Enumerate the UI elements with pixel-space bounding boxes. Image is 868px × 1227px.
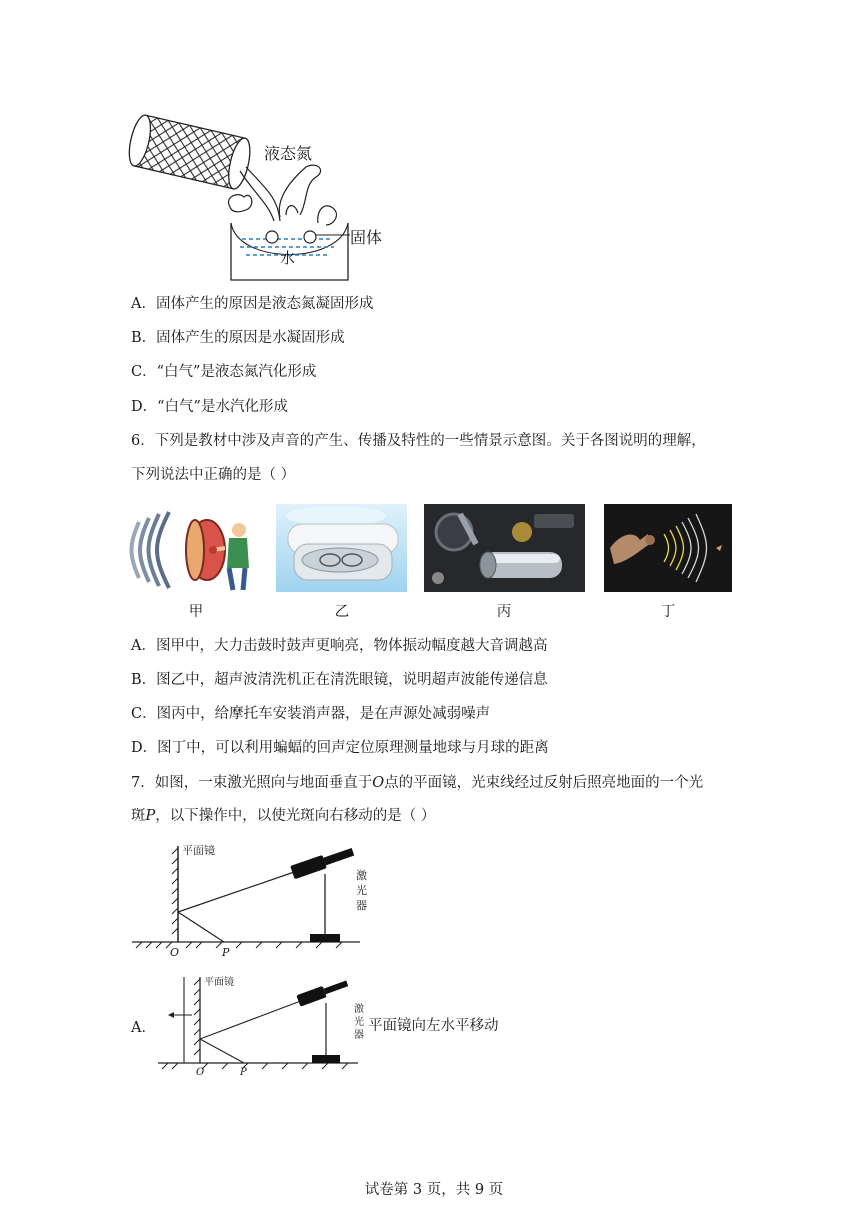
q6-option-d: D．图丁中，可以利用蝙蝠的回声定位原理测量地球与月球的距离 (131, 740, 549, 756)
q7-option-a-prefix: A． (131, 1020, 156, 1036)
page-footer: 试卷第 3 页，共 9 页 (364, 1182, 504, 1198)
point-p-label: P (222, 946, 230, 959)
q6-stem-line2: 下列说法中正确的是（ ） (131, 467, 296, 483)
q7-stem-text-3: 斑 (131, 808, 146, 824)
q7-stem-text-1: 7．如图，一束激光照向与地面垂直于 (131, 775, 373, 791)
mirror-label: 平面镜 (182, 844, 215, 857)
option-a-laser-char-2: 光 (354, 1017, 364, 1028)
q5-option-a: A．固体产生的原因是液态氮凝固形成 (131, 296, 374, 312)
q7-point-o: O (372, 775, 385, 791)
option-a-point-o: O (196, 1067, 205, 1078)
option-a-laser-char-1: 激 (354, 1004, 364, 1015)
bat-echolocation-image (604, 504, 732, 592)
point-o-label: O (170, 946, 180, 959)
laser-label-char-1: 激 (356, 869, 367, 882)
caption-jia: 甲 (188, 604, 204, 620)
q7-point-p: P (145, 808, 156, 824)
liquid-nitrogen-figure (128, 105, 398, 285)
q7-stem-text-4: ，以下操作中，以使光斑向右移动的是（ ） (155, 808, 436, 824)
q5-option-b: B．固体产生的原因是水凝固形成 (131, 330, 345, 346)
option-a-laser-label (354, 1003, 365, 1042)
laser-mirror-diagram (130, 840, 380, 965)
laser-label-char-2: 光 (356, 884, 367, 897)
q7-stem-line2 (131, 806, 435, 826)
option-a-diagram (156, 973, 366, 1083)
q6-option-b: B．图乙中，超声波清洗机正在清洗眼镜，说明超声波能传递信息 (131, 672, 548, 688)
q6-stem-line1: 6．下列是教材中涉及声音的产生、传播及特性的一些情景示意图。关于各图说明的理解， (131, 433, 706, 449)
q5-option-c: C．“白气”是液态氮汽化形成 (131, 364, 317, 380)
caption-ding: 丁 (660, 604, 676, 620)
q6-option-a: A．图甲中，大力击鼓时鼓声更响亮，物体振动幅度越大音调越高 (131, 638, 548, 654)
option-a-point-p: P (240, 1067, 247, 1078)
label-liquid-nitrogen: 液态氮 (264, 144, 313, 163)
drum-image (129, 504, 257, 592)
laser-label-char-3: 器 (356, 899, 367, 912)
laser-label (356, 868, 368, 913)
caption-bing: 丙 (496, 604, 512, 620)
q7-stem-line1 (131, 773, 703, 793)
ultrasonic-cleaner-image (276, 504, 407, 592)
q7-option-a-text: 平面镜向左水平移动 (368, 1018, 499, 1034)
option-a-laser-char-3: 器 (354, 1030, 364, 1041)
q5-option-d: D．“白气”是水汽化形成 (131, 399, 288, 415)
label-water: 水 (280, 249, 296, 267)
option-a-mirror-label: 平面镜 (204, 977, 234, 988)
label-solid: 固体 (350, 228, 383, 247)
caption-yi: 乙 (334, 604, 350, 620)
q6-option-c: C．图丙中，给摩托车安装消声器，是在声源处减弱噪声 (131, 706, 491, 722)
liquid-nitrogen-diagram (128, 105, 398, 285)
q7-stem-text-2: 点的平面镜，光束线经过反射后照亮地面的一个光 (384, 775, 704, 791)
motorcycle-muffler-image (424, 504, 585, 592)
